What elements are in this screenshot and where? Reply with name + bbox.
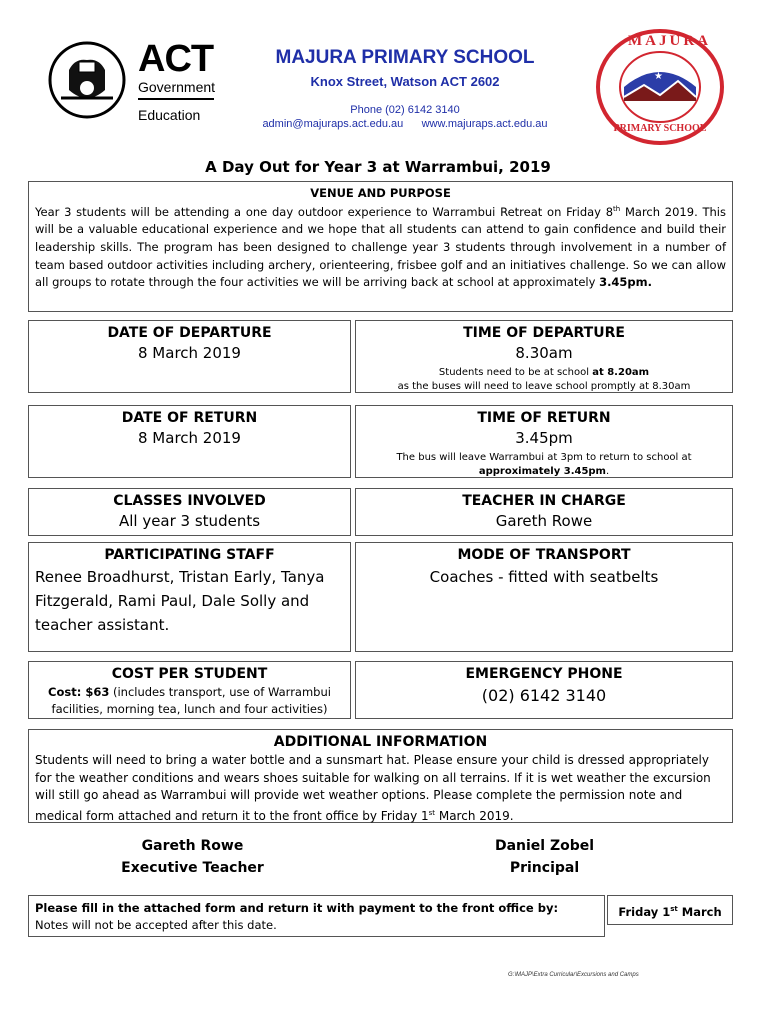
return-note-1: The bus will leave Warrambui at 3pm to return to school at [396, 452, 692, 463]
school-website[interactable]: www.majuraps.act.edu.au [421, 118, 548, 130]
time-departure-value: 8.30am [515, 344, 573, 362]
departure-note-1: Students need to be at school at 8.20am [438, 367, 650, 378]
emergency-phone-box [355, 661, 733, 719]
government-text: Government [138, 78, 214, 100]
page-title: A Day Out for Year 3 at Warrambui, 2019 [205, 158, 551, 176]
return-instruction-note: Notes will not be accepted after this date. [35, 918, 277, 932]
date-departure-value: 8 March 2019 [138, 344, 241, 362]
time-return-heading: TIME OF RETURN [477, 410, 611, 426]
school-phone: Phone (02) 6142 3140 [350, 104, 460, 116]
teacher-in-charge-box [355, 488, 733, 536]
crest-bottom-text: PRIMARY SCHOOL [613, 123, 707, 134]
departure-note-2: as the buses will need to leave school promptly at 8.30am [397, 381, 691, 392]
signature-right-name: Daniel Zobel [494, 838, 595, 854]
return-instruction-text: Please fill in the attached form and return it with payment to the front office by: [35, 901, 559, 915]
return-instruction-box [28, 895, 605, 937]
emergency-value: (02) 6142 3140 [481, 686, 607, 705]
cost-heading: COST PER STUDENT [111, 666, 268, 682]
time-of-departure-box [355, 320, 733, 393]
svg-text:★: ★ [664, 59, 673, 70]
signature-left [80, 835, 305, 879]
date-return-heading: DATE OF RETURN [121, 410, 258, 426]
signature-left-name: Gareth Rowe [141, 838, 244, 854]
time-return-value: 3.45pm [515, 429, 573, 447]
school-email[interactable]: admin@majuraps.act.edu.au [262, 118, 404, 130]
mode-of-transport-box [355, 542, 733, 652]
act-text: ACT [138, 38, 214, 80]
date-of-departure-box [28, 320, 351, 393]
return-note-2: approximately 3.45pm. [478, 466, 610, 477]
teacher-heading: TEACHER IN CHARGE [462, 493, 626, 509]
participating-staff-box [28, 542, 351, 652]
additional-info-box [28, 729, 733, 823]
teacher-value: Gareth Rowe [495, 512, 593, 530]
emergency-heading: EMERGENCY PHONE [465, 666, 623, 682]
svg-text:★: ★ [654, 71, 663, 82]
transport-value: Coaches - fitted with seatbelts [429, 568, 659, 586]
signature-right-role: Principal [509, 860, 580, 876]
act-government-wordmark [138, 40, 218, 130]
staff-heading: PARTICIPATING STAFF [104, 547, 275, 563]
classes-involved-box [28, 488, 351, 536]
transport-heading: MODE OF TRANSPORT [457, 547, 631, 563]
crest-top-text: MAJURA [628, 33, 711, 49]
classes-value: All year 3 students [118, 512, 261, 530]
additional-heading: ADDITIONAL INFORMATION [273, 734, 488, 750]
cost-value: Cost: $63 (includes transport, use of Warrambui facilities, morning tea, lunch and four activities) [48, 685, 331, 716]
cost-per-student-box [28, 661, 351, 719]
return-deadline-box [607, 895, 733, 925]
majura-school-crest [594, 27, 726, 147]
signature-right [432, 835, 657, 879]
file-path: G:\MAJP\Extra Curricular\Excursions and Camps [508, 972, 639, 978]
staff-value: Renee Broadhurst, Tristan Early, Tanya Fitzgerald, Rami Paul, Dale Solly and teacher assistant. [35, 568, 325, 634]
time-departure-heading: TIME OF DEPARTURE [463, 325, 625, 341]
additional-text: Students will need to bring a water bottle and a sunsmart hat. Please ensure your child is dressed appropriately for the weather conditions and wears shoes suitable for walking on all terrains. If it is wet weather the excursion will still go ahead as Warrambui will provide wet weather options. Please complete the permission note and medical form attached and return it to the front office by Friday 1st March 2019. [35, 753, 711, 823]
date-return-value: 8 March 2019 [138, 429, 241, 447]
act-coat-of-arms-logo [47, 40, 127, 120]
venue-purpose-box [28, 181, 733, 312]
venue-heading: VENUE AND PURPOSE [310, 186, 451, 200]
school-name: MAJURA PRIMARY SCHOOL [275, 47, 535, 68]
svg-text:★: ★ [642, 61, 651, 72]
return-deadline: Friday 1st March [618, 904, 722, 919]
school-address: Knox Street, Watson ACT 2602 [310, 74, 500, 89]
date-of-return-box [28, 405, 351, 478]
education-text: Education [138, 107, 201, 123]
signature-left-role: Executive Teacher [121, 860, 264, 876]
time-of-return-box [355, 405, 733, 478]
venue-text: Year 3 students will be attending a one day outdoor experience to Warrambui Retreat on Friday 8th March 2019. This will be a valuable educational experience and we hope that all students can attend to gain confidence and build their leadership skills. The program has been designed to challenge year 3 students through involvement in a number of team based outdoor activities including archery, orienteering, frisbee golf and an initiatives challenge. So we can allow all groups to rotate through the four activities we will be arriving back at school at approximately 3.45pm. [35, 204, 726, 290]
classes-heading: CLASSES INVOLVED [113, 493, 266, 509]
date-departure-heading: DATE OF DEPARTURE [107, 325, 272, 341]
